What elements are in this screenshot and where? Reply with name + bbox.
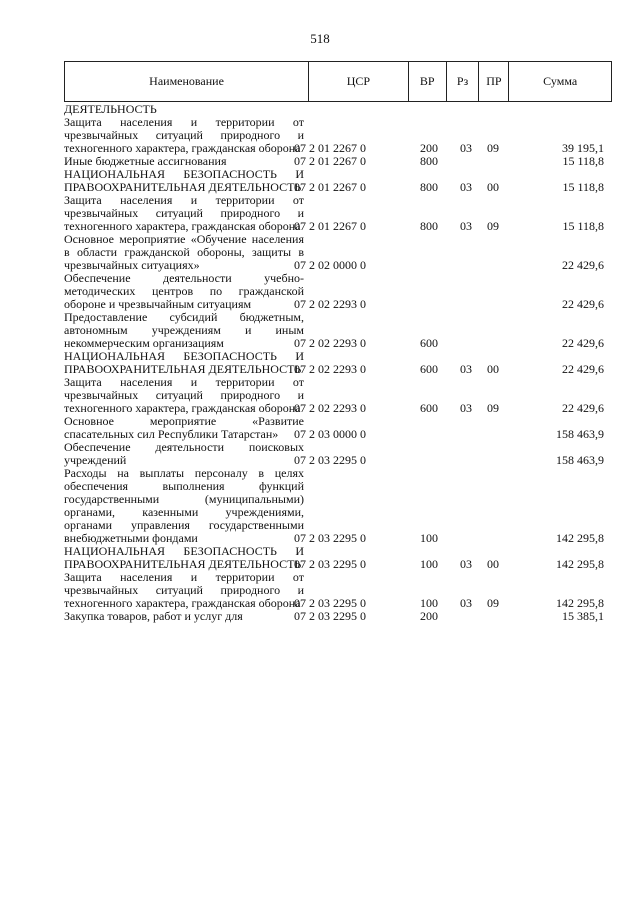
row-rz: 03 xyxy=(460,141,472,155)
table-row xyxy=(64,415,612,441)
table-header xyxy=(64,61,612,102)
row-csr: 07 2 02 2293 0 xyxy=(294,362,366,376)
row-sum: 22 429,6 xyxy=(562,401,604,415)
row-csr: 07 2 02 2293 0 xyxy=(294,401,366,415)
table-row xyxy=(64,545,612,571)
row-sum: 22 429,6 xyxy=(562,362,604,376)
row-rz: 03 xyxy=(460,219,472,233)
row-vr: 600 xyxy=(420,362,438,376)
row-name: Основное мероприятие «Развитие спасательных сил Республики Татарстан» xyxy=(64,414,304,441)
row-rz: 03 xyxy=(460,596,472,610)
table-row xyxy=(64,467,612,545)
table-row xyxy=(64,233,612,272)
header-sum: Сумма xyxy=(543,74,578,88)
row-vr: 100 xyxy=(420,531,438,545)
row-csr: 07 2 02 0000 0 xyxy=(294,258,366,272)
table-row xyxy=(64,571,612,610)
row-csr: 07 2 02 2293 0 xyxy=(294,336,366,350)
row-csr: 07 2 03 0000 0 xyxy=(294,427,366,441)
row-csr: 07 2 03 2295 0 xyxy=(294,557,366,571)
row-rz: 03 xyxy=(460,180,472,194)
row-pr: 09 xyxy=(487,596,499,610)
row-name: Иные бюджетные ассигнования xyxy=(64,154,227,168)
row-csr: 07 2 03 2295 0 xyxy=(294,453,366,467)
header-rz: Рз xyxy=(447,62,480,101)
row-vr: 200 xyxy=(420,141,438,155)
row-sum: 15 118,8 xyxy=(562,154,604,168)
row-pr: 09 xyxy=(487,401,499,415)
table-row xyxy=(64,350,612,376)
row-name: Предоставление субсидий бюджетным, автономным учреждениям и иным некоммерческим организациям xyxy=(64,310,304,350)
row-sum: 15 118,8 xyxy=(562,219,604,233)
row-sum: 142 295,8 xyxy=(556,557,604,571)
table-row xyxy=(64,168,612,194)
row-name: ДЕЯТЕЛЬНОСТЬ xyxy=(64,102,157,116)
row-sum: 22 429,6 xyxy=(562,258,604,272)
row-vr: 100 xyxy=(420,596,438,610)
row-csr: 07 2 01 2267 0 xyxy=(294,180,366,194)
table-row xyxy=(64,376,612,415)
row-name: Основное мероприятие «Обучение населения в области гражданской обороны, защиты в чрезвычайных ситуациях» xyxy=(64,232,304,272)
row-csr: 07 2 01 2267 0 xyxy=(294,219,366,233)
row-csr: 07 2 01 2267 0 xyxy=(294,154,366,168)
row-pr: 09 xyxy=(487,141,499,155)
row-sum: 142 295,8 xyxy=(556,596,604,610)
table-row xyxy=(64,194,612,233)
row-csr: 07 2 03 2295 0 xyxy=(294,609,366,623)
row-pr: 00 xyxy=(487,180,499,194)
page-number: 518 xyxy=(310,31,330,46)
row-rz: 03 xyxy=(460,401,472,415)
row-rz: 03 xyxy=(460,362,472,376)
table-row xyxy=(64,116,612,155)
row-sum: 142 295,8 xyxy=(556,531,604,545)
row-name: Расходы на выплаты персоналу в целях обеспечения выполнения функций государственными (муниципальными) органами, казенными учреждениями, органами управления государственными внебюджетными фондами xyxy=(64,466,304,545)
header-csr: ЦСР xyxy=(309,62,409,101)
row-name: НАЦИОНАЛЬНАЯ БЕЗОПАСНОСТЬ И ПРАВООХРАНИТЕЛЬНАЯ ДЕЯТЕЛЬНОСТЬ xyxy=(64,349,304,376)
row-name: Защита населения и территории от чрезвычайных ситуаций природного и техногенного характера, гражданская оборона xyxy=(64,193,304,233)
row-name: Защита населения и территории от чрезвычайных ситуаций природного и техногенного характера, гражданская оборона xyxy=(64,375,304,415)
row-sum: 158 463,9 xyxy=(556,427,604,441)
row-sum: 15 118,8 xyxy=(562,180,604,194)
row-vr: 800 xyxy=(420,219,438,233)
row-name: Защита населения и территории от чрезвычайных ситуаций природного и техногенного характера, гражданская оборона xyxy=(64,115,304,155)
row-vr: 600 xyxy=(420,401,438,415)
budget-table-body xyxy=(64,103,612,623)
row-name: НАЦИОНАЛЬНАЯ БЕЗОПАСНОСТЬ И ПРАВООХРАНИТЕЛЬНАЯ ДЕЯТЕЛЬНОСТЬ xyxy=(64,544,304,571)
header-vr: ВР xyxy=(409,62,447,101)
row-sum: 39 195,1 xyxy=(562,141,604,155)
row-sum: 22 429,6 xyxy=(562,297,604,311)
row-sum: 22 429,6 xyxy=(562,336,604,350)
row-sum: 15 385,1 xyxy=(562,609,604,623)
table-row xyxy=(64,311,612,350)
row-csr: 07 2 03 2295 0 xyxy=(294,596,366,610)
row-rz: 03 xyxy=(460,557,472,571)
table-row xyxy=(64,610,612,623)
header-pr: ПР xyxy=(479,62,509,101)
row-name: Обеспечение деятельности поисковых учреждений xyxy=(64,440,304,467)
row-csr: 07 2 02 2293 0 xyxy=(294,297,366,311)
table-row xyxy=(64,441,612,467)
row-pr: 00 xyxy=(487,362,499,376)
row-sum: 158 463,9 xyxy=(556,453,604,467)
row-vr: 200 xyxy=(420,609,438,623)
row-name: Обеспечение деятельности учебно-методических центров по гражданской обороне и чрезвычайным ситуациям xyxy=(64,271,304,311)
row-vr: 800 xyxy=(420,180,438,194)
table-row xyxy=(64,272,612,311)
row-vr: 600 xyxy=(420,336,438,350)
row-name: Защита населения и территории от чрезвычайных ситуаций природного и техногенного характера, гражданская оборона xyxy=(64,570,304,610)
row-csr: 07 2 01 2267 0 xyxy=(294,141,366,155)
row-name: Закупка товаров, работ и услуг для xyxy=(64,609,243,623)
row-csr: 07 2 03 2295 0 xyxy=(294,531,366,545)
row-pr: 09 xyxy=(487,219,499,233)
row-name: НАЦИОНАЛЬНАЯ БЕЗОПАСНОСТЬ И ПРАВООХРАНИТЕЛЬНАЯ ДЕЯТЕЛЬНОСТЬ xyxy=(64,167,304,194)
header-name: Наименование xyxy=(65,62,309,101)
row-pr: 00 xyxy=(487,557,499,571)
row-vr: 800 xyxy=(420,154,438,168)
row-vr: 100 xyxy=(420,557,438,571)
